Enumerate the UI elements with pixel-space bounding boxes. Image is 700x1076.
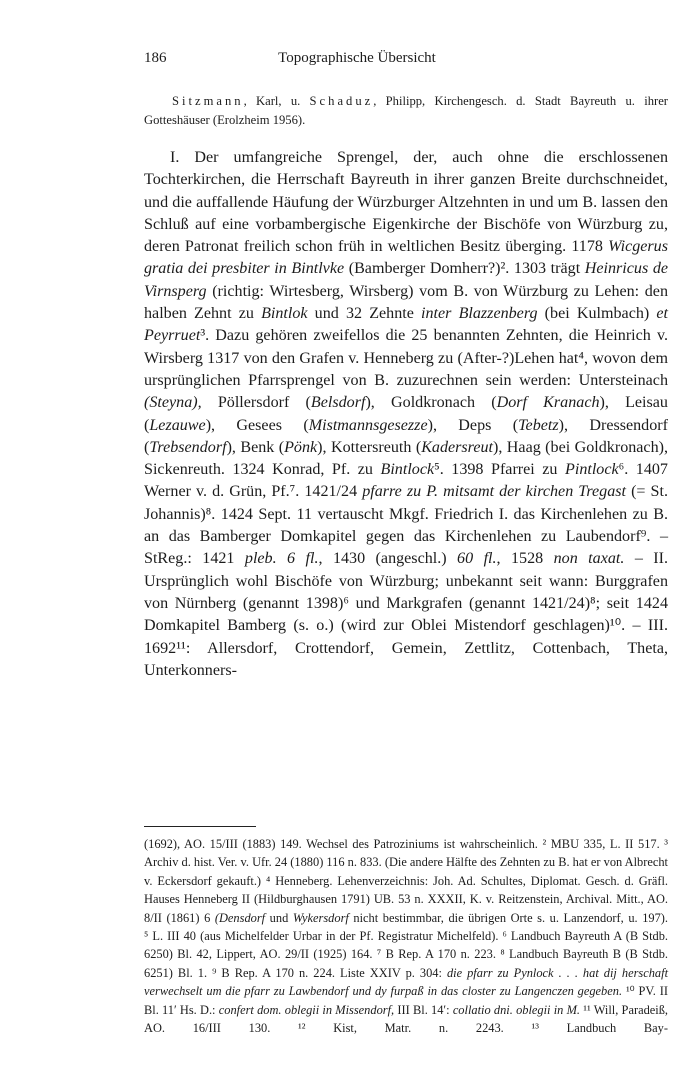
body-text: ), Goldkronach ( xyxy=(365,394,497,412)
footnote-text: ¹⁰ PV. II Bl. 11′ Hs. D.: xyxy=(144,984,668,1017)
body-text: (richtig: Wirtesberg, Wirsberg) vom B. von Würzburg zu Lehen: den halben Zehnt zu xyxy=(144,282,668,323)
footnote-text: und xyxy=(265,910,293,925)
body-text: ⁶. 1407 Werner v. d. Grün, Pf.⁷. 1421/24 xyxy=(144,461,668,501)
body-italic: 60 fl. xyxy=(457,550,497,568)
body-text: ), Gesees ( xyxy=(205,416,309,434)
body-text: und 32 Zehnte xyxy=(307,305,422,323)
page-number: 186 xyxy=(144,50,167,66)
body-text: ⁵. 1398 Pfarrei zu xyxy=(434,461,566,479)
body-italic: pleb. 6 fl. xyxy=(244,550,319,568)
body-italic: Wicgerus gratia dei presbiter in Bintlvke xyxy=(144,238,668,278)
body-italic: Pintlock xyxy=(565,461,619,479)
body-text: ³. Dazu gehören zweifellos die 25 benannten Zehnten, die Heinrich v. Wirsberg 1317 von den Grafen v. Henneberg zu (After-?)Lehen hat⁴, wovon dem ursprünglichen Pfarrsprengel von B. zuzurechnen sein werden: Untersteinach xyxy=(144,327,668,389)
body-italic: inter Blazzenberg xyxy=(421,305,538,323)
reference-author-1: Sitzmann xyxy=(172,94,244,108)
footnote-block-2 xyxy=(144,927,668,1037)
body-text: – II. Ursprünglich wohl Bischöfe von Würzburg; unbekannt seit wann: Burggrafen von Nürnberg (genannt 1398)⁶ und Markgrafen (genannt 1421/24)⁸; seit 1424 Domkapitel Bamberg (s. o.) (wird zur Oblei Mistendorf geschlagen)¹⁰. – III. 1692¹¹: Allersdorf, Crottendorf, Gemein, Zettlitz, Cottenbach, Theta, Unterkonners- xyxy=(144,550,669,679)
body-text: (= St. Johannis)⁸. 1424 Sept. 11 vertauscht Mkgf. Friedrich I. das Kirchenlehen zu B. an das Bamberger Domkapitel gegen das Kirchenlehen zu Laubendorf⁹. – StReg.: 1421 xyxy=(144,483,668,568)
body-text: ), Leisau ( xyxy=(144,394,668,434)
body-italic: Trebsendorf xyxy=(149,438,227,456)
reference-text-1: , Karl, u. xyxy=(243,94,310,108)
body-italic: Tebetz xyxy=(518,416,559,434)
body-italic: Kadersreut xyxy=(421,438,494,456)
page-header xyxy=(144,50,570,72)
footnote-text: (1692), AO. 15/III (1883) 149. Wechsel des Patroziniums ist wahrscheinlich. ² MBU 335, L. II 517. ³ Archiv d. hist. Ver. v. Ufr. 24 (1880) 116 n. 833. (Die andere Hälfte des Zehnten zu B. hat er von Albrecht v. Eckersdorf gekauft.) ⁴ Henneberg. Lehenverzeichnis: Joh. Ad. Schultes, Diplomat. Gesch. d. Gräfl. Hauses Henneberg II (Hildburghausen 1791) UB. 53 n. XXXII, K. v. Reitzenstein, Archival. Mitt., AO. 8/II (1861) 6 xyxy=(144,837,668,925)
body-text: ), Dressendorf ( xyxy=(144,416,668,456)
bibliographic-reference xyxy=(144,92,668,130)
body-italic: (Steyna), xyxy=(144,394,202,412)
body-italic: Belsdorf xyxy=(310,394,366,412)
body-italic: Bintlock xyxy=(380,461,435,479)
body-italic: Bintlok xyxy=(261,305,308,323)
body-italic: Pönk xyxy=(284,438,318,456)
body-italic: Mistmannsgesezze xyxy=(308,416,428,434)
reference-text-2: , Philipp, Kirchengesch. d. Stadt Bayreuth u. ihrer Gotteshäuser (Erolzheim 1956). xyxy=(144,94,668,127)
footnote-divider xyxy=(144,826,256,827)
footnote-block-1 xyxy=(144,835,668,927)
footnote-italic: Wykersdorf xyxy=(292,910,349,925)
main-paragraph xyxy=(144,147,668,682)
footnote-italic: die pfarr zu Pynlock . . . hat dij herschaft verwechselt um die pfarr zu Lawbendorf und dy furpaß in das closter zu Langenczen gegeben. xyxy=(144,965,669,999)
body-text: ), Deps ( xyxy=(427,416,519,434)
body-text: (Bamberger Domherr?)². 1303 trägt xyxy=(344,260,585,278)
footnote-text: ⁵ L. III 40 (aus Michelfelder Urbar in der Pf. Registratur Michelfeld). ⁶ Landbuch Bayreuth A (B Stdb. 6250) Bl. 42, Lippert, AO. 29/II (1925) 164. ⁷ B Rep. A 170 n. 223. ⁸ Landbuch Bayreuth B (B Stdb. 6251) Bl. 1. ⁹ B Rep. A 170 n. 224. Liste XXIV p. 304: xyxy=(144,929,668,980)
body-text: , 1528 xyxy=(496,550,554,568)
body-text: Pöllersdorf ( xyxy=(201,394,311,412)
body-italic: Lezauwe xyxy=(149,416,206,434)
footnote-text: nicht bestimmbar, die übrigen Orte s. u. Lanzendorf, u. 197). xyxy=(348,910,669,925)
footnote-italic: collatio dni. oblegii in M. xyxy=(452,1002,581,1017)
footnote-italic: (Densdorf xyxy=(214,910,266,925)
footnote-italic: confert dom. oblegii in Missendorf, xyxy=(218,1002,395,1017)
body-italic: pfarre zu P. mitsamt der kirchen Tregast xyxy=(362,483,627,501)
footnote-text: III Bl. 14′: xyxy=(394,1002,453,1017)
reference-author-2: Schaduz xyxy=(309,94,374,108)
body-text: (bei Kulmbach) xyxy=(537,305,657,323)
footnotes xyxy=(144,835,668,1037)
body-text: , 1430 (angeschl.) xyxy=(318,550,458,568)
body-text: ), Kottersreuth ( xyxy=(317,438,422,456)
body-italic: Dorf Kranach xyxy=(496,394,600,412)
body-text: ), Benk ( xyxy=(226,438,285,456)
body-italic: non taxat. xyxy=(553,550,625,568)
footnote-text: ¹¹ Will, Paradeiß, AO. 16/III 130. ¹² Kist, Matr. n. 2243. ¹³ Landbuch Bay- xyxy=(144,1002,668,1036)
running-title: Topographische Übersicht xyxy=(278,50,436,66)
body-italic: et Peyrruet xyxy=(144,305,669,345)
body-text: I. Der umfangreiche Sprengel, der, auch ohne die erschlossenen Tochterkirchen, die Herrschaft Bayreuth in ihrer ganzen Breite durchschneidet, und die auffallende Häufung der Würzburger Altzehnten in und um B. lassen den Schluß auf eine vorbambergische Eigenkirche der Bischöfe von Würzburg zu, deren Patronat freilich schon früh in weltlichen Besitz überging. 1178 xyxy=(144,149,668,256)
body-italic: Heinricus de Virnsperg xyxy=(144,260,669,300)
body-text: ), Haag (bei Goldkronach), Sickenreuth. 1324 Konrad, Pf. zu xyxy=(144,438,669,479)
